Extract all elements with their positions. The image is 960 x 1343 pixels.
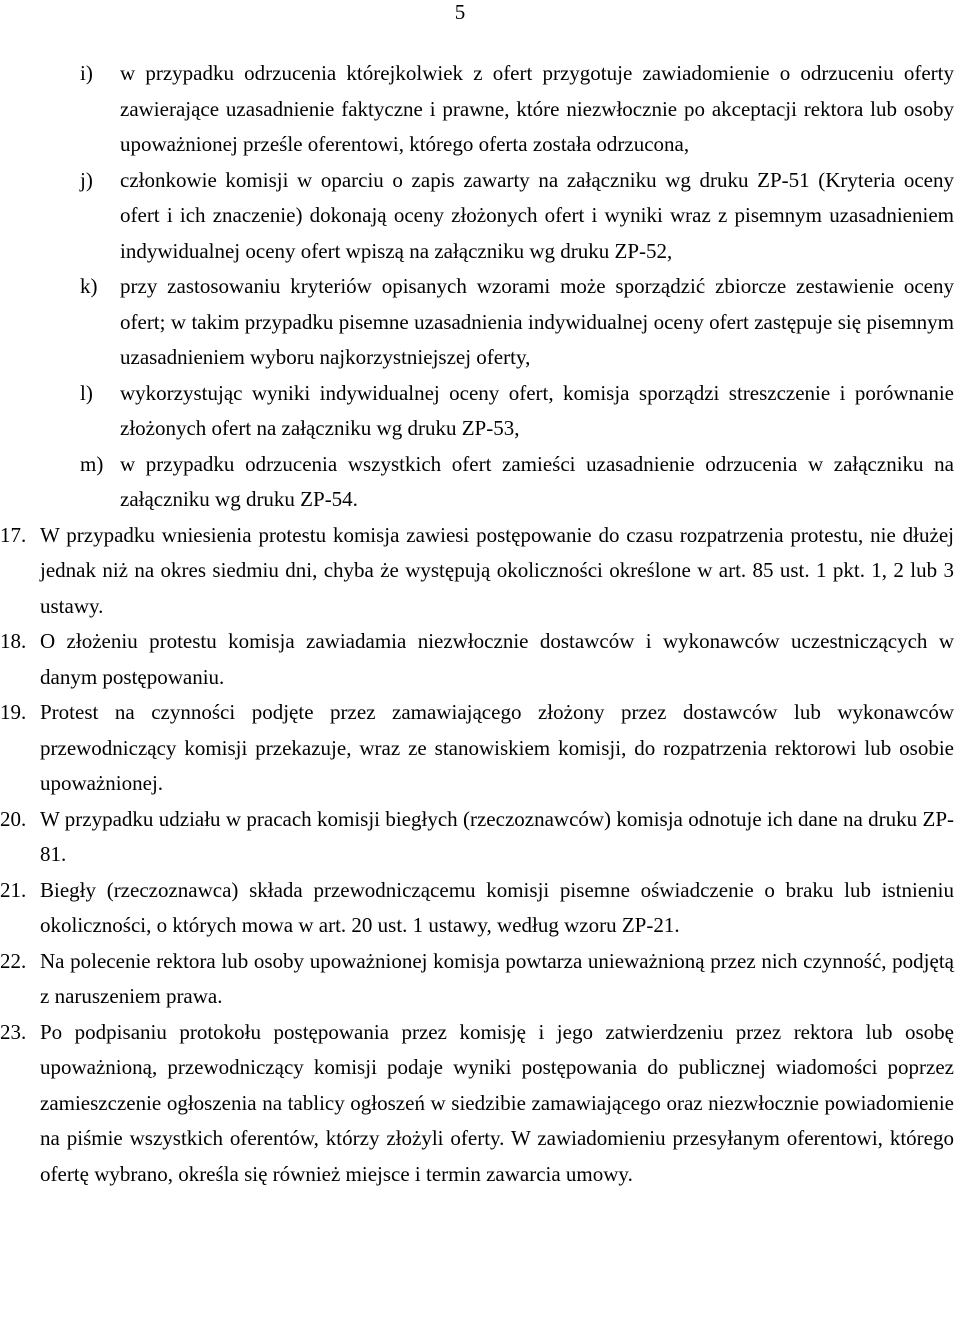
numbered-item-label: 17. bbox=[0, 522, 27, 547]
list-item-text: członkowie komisji w oparciu o zapis zawarty na załączniku wg druku ZP-51 (Kryteria oceny ofert i ich znaczenie) dokonają oceny złożonych ofert i wyniki wraz z pisemnym uzasadnieniem indywidualnej oceny ofert wpiszą na załączniku wg druku ZP-52, bbox=[120, 167, 954, 263]
list-item-label: i) bbox=[80, 61, 93, 85]
document-body bbox=[0, 56, 960, 1192]
list-item-label: k) bbox=[80, 274, 98, 298]
list-item-m bbox=[0, 447, 960, 518]
numbered-item-label: 18. bbox=[0, 629, 27, 653]
numbered-item-text: Biegły (rzeczoznawca) składa przewodniczącemu komisji pisemne oświadczenie o braku lub istnieniu okoliczności, o których mowa w art. 20 ust. 1 ustawy, według wzoru ZP-21. bbox=[40, 877, 954, 937]
list-item-label: l) bbox=[80, 380, 93, 405]
numbered-item-label: 19. bbox=[0, 700, 27, 724]
numbered-item-18 bbox=[0, 624, 960, 695]
numbered-item-text: W przypadku wniesienia protestu komisja zawiesi postępowanie do czasu rozpatrzenia protestu, nie dłużej jednak niż na okres siedmiu dni, chyba że występują okoliczności określone w art. 85 ust. 1 pkt. 1, 2 lub 3 ustawy. bbox=[40, 522, 954, 618]
numbered-item-text: O złożeniu protestu komisja zawiadamia niezwłocznie dostawców i wykonawców uczestniczących w danym postępowaniu. bbox=[40, 629, 954, 689]
list-item-text: wykorzystując wyniki indywidualnej oceny ofert, komisja sporządzi streszczenie i porównanie złożonych ofert na załączniku wg druku ZP-53, bbox=[120, 380, 954, 440]
list-item-text: w przypadku odrzucenia wszystkich ofert zamieści uzasadnienie odrzucenia w załączniku na załączniku wg druku ZP-54. bbox=[120, 451, 954, 511]
list-item-k bbox=[0, 269, 960, 376]
numbered-item-label: 21. bbox=[0, 877, 27, 902]
numbered-item-19 bbox=[0, 695, 960, 802]
list-item-label: j) bbox=[80, 167, 93, 192]
numbered-item-text: W przypadku udziału w pracach komisji biegłych (rzeczoznawców) komisja odnotuje ich dane na druku ZP-81. bbox=[40, 806, 954, 866]
numbered-item-23 bbox=[0, 1015, 960, 1193]
numbered-item-22 bbox=[0, 944, 960, 1015]
numbered-item-text: Protest na czynności podjęte przez zamawiającego złożony przez dostawców lub wykonawców przewodniczący komisji przekazuje, wraz ze stanowiskiem komisji, do rozpatrzenia rektorowi lub osobie upoważnionej. bbox=[40, 700, 954, 795]
numbered-item-20 bbox=[0, 802, 960, 873]
numbered-item-text: Po podpisaniu protokołu postępowania przez komisję i jego zatwierdzeniu przez rektora lub osobę upoważnioną, przewodniczący komisji podaje wyniki postępowania do publicznej wiadomości poprzez zamieszczenie ogłoszenia na tablicy ogłoszeń w siedzibie zamawiającego oraz niezwłocznie powiadomienie na piśmie wszystkich oferentów, którzy złożyli oferty. W zawiadomieniu przesyłanym oferentowi, którego ofertę wybrano, określa się również miejsce i termin zawarcia umowy. bbox=[40, 1019, 954, 1186]
numbered-item-label: 23. bbox=[0, 1019, 27, 1044]
numbered-item-21 bbox=[0, 873, 960, 944]
list-item-l bbox=[0, 376, 960, 447]
numbered-item-17 bbox=[0, 518, 960, 625]
list-item-i bbox=[0, 56, 960, 163]
numbered-item-label: 20. bbox=[0, 806, 27, 831]
numbered-item-text: Na polecenie rektora lub osoby upoważnionej komisja powtarza unieważnioną przez nich czynność, podjętą z naruszeniem prawa. bbox=[40, 948, 954, 1008]
list-item-text: w przypadku odrzucenia którejkolwiek z ofert przygotuje zawiadomienie o odrzuceniu oferty zawierające uzasadnienie faktyczne i prawne, które niezwłocznie po akceptacji rektora lub osoby upoważnionej prześle oferentowi, którego oferta została odrzucona, bbox=[120, 61, 954, 156]
list-item-text: przy zastosowaniu kryteriów opisanych wzorami może sporządzić zbiorcze zestawienie oceny ofert; w takim przypadku pisemne uzasadnienia indywidualnej oceny ofert zastępuje się pisemnym uzasadnieniem wyboru najkorzystniejszej oferty, bbox=[120, 274, 954, 369]
list-item-label: m) bbox=[80, 451, 104, 476]
numbered-item-label: 22. bbox=[0, 948, 27, 973]
list-item-j bbox=[0, 163, 960, 270]
page-number: 5 bbox=[454, 0, 466, 24]
